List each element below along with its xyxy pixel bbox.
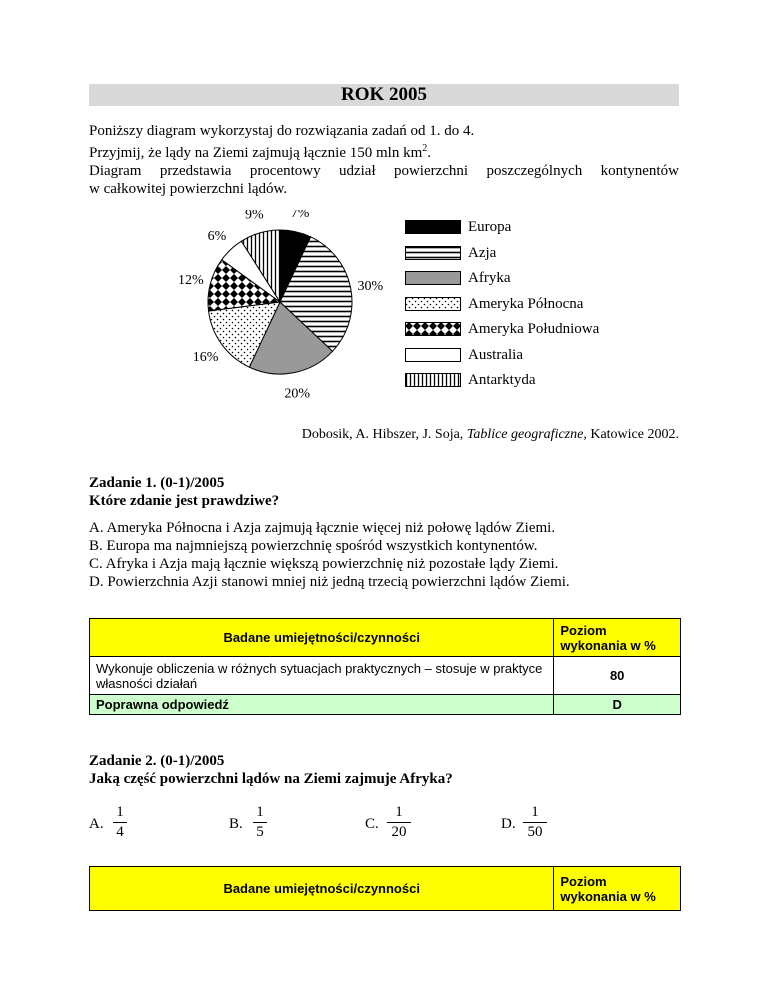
legend-swatch	[405, 271, 461, 285]
legend-swatch	[405, 246, 461, 260]
task-2-table	[89, 866, 681, 911]
task-1-option-a: A. Ameryka Północna i Azja zajmują łącznie więcej niż połowę lądów Ziemi.	[89, 520, 556, 536]
legend-swatch	[405, 373, 461, 387]
intro-word: powierzchni	[393, 163, 469, 179]
legend-label: Afryka	[468, 270, 511, 286]
intro-word: poszczególnych	[486, 163, 583, 179]
task-1-level-header: Poziom wykonania w %	[554, 619, 681, 657]
pie-label: 6%	[207, 228, 227, 244]
task-1-option-c: C. Afryka i Azja mają łącznie większą powierzchnię niż pozostałe lądy Ziemi.	[89, 556, 559, 572]
legend-label: Ameryka Północna	[468, 295, 584, 312]
intro-word: kontynentów	[600, 163, 679, 179]
task-1-table	[89, 618, 681, 715]
intro-word: przedstawia	[159, 163, 232, 179]
intro-line-1: Poniższy diagram wykorzystaj do rozwiązania zadań od 1. do 4.	[89, 123, 475, 139]
source-citation: Dobosik, A. Hibszer, J. Soja, Tablice geograficzne, Katowice 2002.	[301, 427, 679, 442]
legend-label: Azja	[468, 244, 497, 261]
legend-label: Europa	[468, 219, 512, 235]
intro-word: udział	[338, 163, 376, 179]
task-1-skill: Wykonuje obliczenia w różnych sytuacjach praktycznych – stosuje w praktyce własności działań	[90, 657, 554, 695]
legend-label: Ameryka Południowa	[468, 321, 600, 337]
legend-swatch	[405, 297, 461, 311]
task-1-heading: Zadanie 1. (0-1)/2005 Które zdanie jest prawdziwe?	[89, 475, 280, 509]
intro-text	[89, 122, 679, 198]
pie-label: 7%	[290, 210, 310, 222]
pie-chart-svg	[150, 210, 410, 400]
task-2-skill-header: Badane umiejętności/czynności	[90, 867, 554, 911]
task-1-level: 80	[554, 657, 681, 695]
task-2-level-header: Poziom wykonania w %	[554, 867, 681, 911]
pie-label: 9%	[244, 210, 264, 223]
task-1-option-b: B. Europa ma najmniejszą powierzchnię spośród wszystkich kontynentów.	[89, 538, 538, 554]
task-2-heading: Zadanie 2. (0-1)/2005 Jaką część powierzchni lądów na Ziemi zajmuje Afryka?	[89, 753, 453, 787]
intro-line-3	[89, 162, 679, 180]
task-1-answer: D	[554, 695, 681, 715]
task-1-options	[89, 519, 689, 591]
pie-label: 16%	[192, 350, 219, 366]
pie-chart	[150, 210, 410, 400]
legend-label: Australia	[468, 346, 523, 363]
pie-label: 12%	[178, 273, 204, 289]
intro-word: procentowy	[249, 163, 321, 179]
legend-swatch	[405, 322, 461, 336]
intro-line-4: w całkowitej powierzchni lądów.	[89, 181, 288, 197]
page-title: ROK 2005	[89, 84, 679, 106]
legend-label: Antarktyda	[468, 372, 536, 388]
pie-label: 30%	[357, 278, 384, 294]
task-1-skill-header: Badane umiejętności/czynności	[90, 619, 554, 657]
pie-label: 20%	[284, 386, 311, 400]
legend-swatch	[405, 220, 461, 234]
task-1-option-d: D. Powierzchnia Azji stanowi mniej niż jedną trzecią powierzchni lądów Ziemi.	[89, 574, 570, 590]
intro-line-2: Przyjmij, że lądy na Ziemi zajmują łącznie 150 mln $km^2$.	[89, 143, 431, 161]
intro-word: Diagram	[89, 163, 142, 179]
legend-swatch	[405, 348, 461, 362]
task-1-answer-label: Poprawna odpowiedź	[90, 695, 554, 715]
